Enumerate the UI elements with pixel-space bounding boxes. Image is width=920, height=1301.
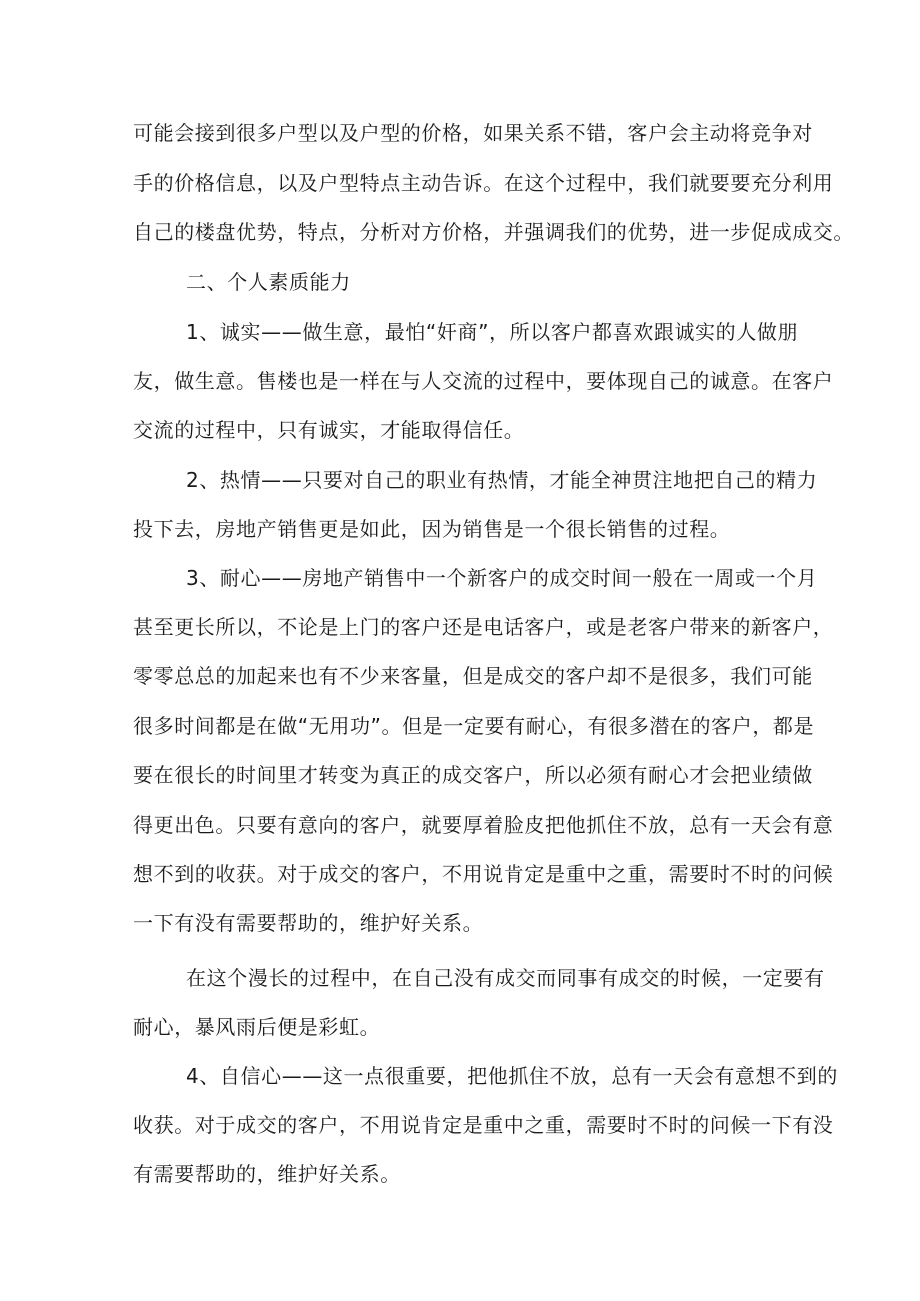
- text-line: 手的价格信息，以及户型特点主动告诉。在这个过程中，我们就要要充分利用: [133, 171, 834, 195]
- section-heading: 二、个人素质能力: [186, 270, 351, 294]
- text-line: 得更出色。只要有意向的客户，就要厚着脸皮把他抓住不放，总有一天会有意: [133, 813, 834, 837]
- text-line: 要在很长的时间里才转变为真正的成交客户，所以必须有耐心才会把业绩做: [133, 763, 813, 787]
- text-line: 零零总总的加起来也有不少来客量，但是成交的客户却不是很多，我们可能: [133, 664, 813, 688]
- text-line: 投下去，房地产销售更是如此，因为销售是一个很长销售的过程。: [133, 517, 731, 541]
- text-line: 一下有没有需要帮助的，维护好关系。: [133, 911, 484, 935]
- text-line: 想不到的收获。对于成交的客户，不用说肯定是重中之重，需要时不时的问候: [133, 862, 834, 886]
- text-line: 3、耐心——房地产销售中一个新客户的成交时间一般在一周或一个月: [186, 566, 818, 590]
- text-line: 友，做生意。售楼也是一样在与人交流的过程中，要体现自己的诚意。在客户: [133, 369, 834, 393]
- text-line: 耐心，暴风雨后便是彩虹。: [133, 1015, 381, 1039]
- text-line: 2、热情——只要对自己的职业有热情，才能全神贯注地把自己的精力: [186, 468, 818, 492]
- text-line: 有需要帮助的，维护好关系。: [133, 1162, 401, 1186]
- text-line: 收获。对于成交的客户，不用说肯定是重中之重，需要时不时的问候一下有没: [133, 1113, 834, 1137]
- text-line: 自己的楼盘优势，特点，分析对方价格，并强调我们的优势，进一步促成成交。: [133, 220, 854, 244]
- text-line: 在这个漫长的过程中，在自己没有成交而同事有成交的时候，一定要有: [186, 966, 825, 990]
- text-line: 1、诚实——做生意，最怕“奸商”，所以客户都喜欢跟诚实的人做朋: [186, 320, 799, 344]
- text-line: 可能会接到很多户型以及户型的价格，如果关系不错，客户会主动将竞争对: [133, 121, 813, 145]
- text-line: 交流的过程中，只有诚实，才能取得信任。: [133, 418, 525, 442]
- text-line: 很多时间都是在做“无用功”。但是一定要有耐心，有很多潜在的客户，都是: [133, 714, 815, 738]
- text-line: 4、自信心——这一点很重要，把他抓住不放，总有一天会有意想不到的: [186, 1064, 838, 1088]
- text-line: 甚至更长所以，不论是上门的客户还是电话客户，或是老客户带来的新客户，: [133, 615, 834, 639]
